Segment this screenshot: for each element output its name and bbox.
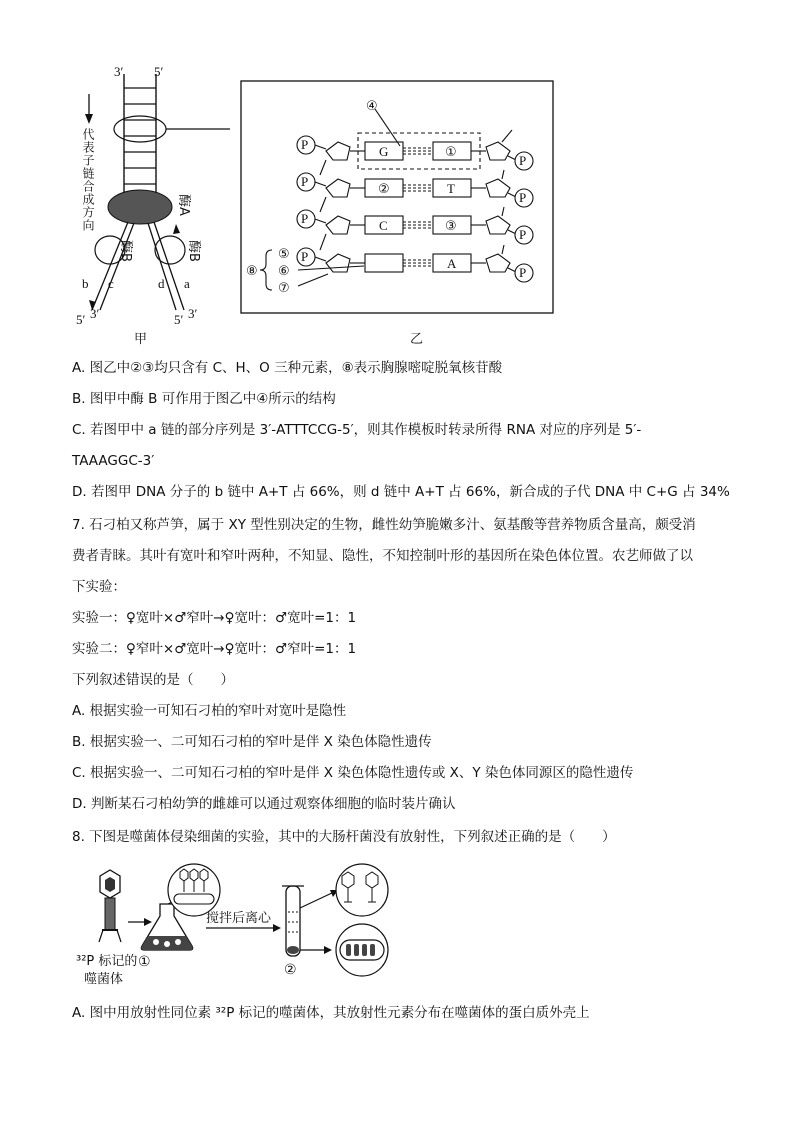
strand-d-label: d bbox=[158, 276, 165, 291]
base-a: A bbox=[447, 256, 457, 271]
q7-option-d: D. 判断某石刁柏幼笋的雌雄可以通过观察体细胞的临时装片确认 bbox=[72, 796, 456, 812]
q6-option-d: D. 若图甲 DNA 分子的 b 链中 A+T 占 66%，则 d 链中 A+T 占 66%，新合成的子代 DNA 中 C+G 占 34% bbox=[72, 484, 730, 500]
strand-b-label: b bbox=[82, 276, 89, 291]
synthesis-direction-text: 代表子链合成方向 bbox=[81, 128, 95, 232]
base-circ3: ③ bbox=[445, 219, 457, 234]
phosphate-r1-right: P bbox=[519, 153, 527, 168]
q8-option-a: A. 图中用放射性同位素 ³²P 标记的噬菌体，其放射性元素分布在噬菌体的蛋白质外壳上 bbox=[72, 1005, 590, 1021]
end-bottom-left-1: 5′ bbox=[76, 312, 86, 327]
end-bottom-right-1: 5′ bbox=[174, 312, 184, 327]
end-top-right: 5′ bbox=[154, 64, 164, 79]
phosphate-r3-right: P bbox=[519, 227, 527, 242]
phage-icon bbox=[99, 870, 121, 942]
base-g: G bbox=[379, 144, 389, 159]
test-tube-icon bbox=[282, 886, 304, 956]
phage-label-2: 噬菌体 bbox=[84, 972, 124, 987]
enzyme-a-shape bbox=[108, 190, 172, 224]
enzyme-b-right-label: 酶B bbox=[186, 240, 201, 262]
q6-option-c-cont: TAAAGGC-3′ bbox=[72, 453, 155, 469]
label-circ4: ④ bbox=[366, 99, 378, 114]
base-c: C bbox=[379, 218, 388, 233]
q6-option-a: A. 图乙中②③均只含有 C、H、O 三种元素，⑧表示胸腺嘧啶脱氧核苷酸 bbox=[72, 360, 503, 376]
label-circ6: ⑥ bbox=[278, 264, 290, 279]
nucleotide-row-2 bbox=[297, 170, 533, 207]
q8-stem: 8. 下图是噬菌体侵染细菌的实验，其中的大肠杆菌没有放射性，下列叙述正确的是（ ） bbox=[72, 829, 616, 845]
q6-option-c: C. 若图甲中 a 链的部分序列是 3′-ATTTCCG-5′，则其作模板时转录所得 RNA 对应的序列是 5′- bbox=[72, 422, 642, 438]
base-t: T bbox=[447, 181, 455, 196]
figure-yi-label: 乙 bbox=[410, 332, 424, 347]
end-bottom-left-2: 3′ bbox=[90, 306, 100, 321]
end-bottom-right-2: 3′ bbox=[188, 306, 198, 321]
figure-jia-label: 甲 bbox=[134, 332, 148, 347]
step-1-label: ① bbox=[138, 954, 151, 970]
label-circ7: ⑦ bbox=[278, 281, 290, 296]
label-circ5: ⑤ bbox=[278, 247, 290, 262]
phosphate-r2-left: P bbox=[301, 174, 309, 189]
label-circ8: ⑧ bbox=[246, 264, 258, 279]
phosphate-r4-left: P bbox=[301, 249, 309, 264]
q7-experiment-2: 实验二：♀窄叶×♂宽叶→♀宽叶：♂窄叶=1：1 bbox=[72, 641, 357, 657]
q6-option-b: B. 图甲中酶 B 可作用于图乙中④所示的结构 bbox=[72, 391, 336, 407]
phosphate-r3-left: P bbox=[301, 211, 309, 226]
q7-ask: 下列叙述错误的是（ ） bbox=[72, 672, 234, 688]
enzyme-a-label: 酶A bbox=[176, 194, 191, 216]
figure-phage-experiment bbox=[72, 862, 402, 992]
nucleotide-row-3 bbox=[297, 207, 533, 244]
phosphate-r1-left: P bbox=[301, 137, 309, 152]
phosphate-r4-right: P bbox=[519, 265, 527, 280]
strand-a-label: a bbox=[184, 276, 190, 291]
end-top-left: 3′ bbox=[114, 64, 124, 79]
base-circ2: ② bbox=[378, 182, 390, 197]
phosphate-r2-right: P bbox=[519, 190, 527, 205]
q7-stem-3: 下实验： bbox=[72, 579, 126, 595]
strand-c-label: c bbox=[108, 276, 114, 291]
q7-stem-2: 费者青睐。其叶有宽叶和窄叶两种，不知显、隐性，不知控制叶形的基因所在染色体位置。农艺师做了以 bbox=[72, 548, 693, 564]
base-circ1: ① bbox=[445, 145, 457, 160]
q7-experiment-1: 实验一：♀宽叶×♂窄叶→♀宽叶：♂宽叶=1：1 bbox=[72, 610, 357, 626]
q7-option-c: C. 根据实验一、二可知石刁柏的窄叶是伴 X 染色体隐性遗传或 X、Y 染色体同源区的隐性遗传 bbox=[72, 765, 634, 781]
phage-label-1: ³²P 标记的 bbox=[76, 954, 138, 969]
nucleotide-row-1 bbox=[297, 130, 533, 170]
figure-yi bbox=[240, 80, 555, 348]
enzyme-b-left-label: 酶B bbox=[118, 240, 133, 262]
q7-option-a: A. 根据实验一可知石刁柏的窄叶对宽叶是隐性 bbox=[72, 703, 347, 719]
step-2-label: ② bbox=[284, 962, 297, 978]
stir-centrifuge-label: 搅拌后离心 bbox=[206, 911, 272, 926]
q7-stem-1: 7. 石刁柏又称芦笋，属于 XY 型性别决定的生物，雌性幼笋脆嫩多汁、氨基酸等营养物质含量高，颇受消 bbox=[72, 517, 696, 533]
q7-option-b: B. 根据实验一、二可知石刁柏的窄叶是伴 X 染色体隐性遗传 bbox=[72, 734, 432, 750]
nucleotide-row-4 bbox=[297, 245, 533, 282]
